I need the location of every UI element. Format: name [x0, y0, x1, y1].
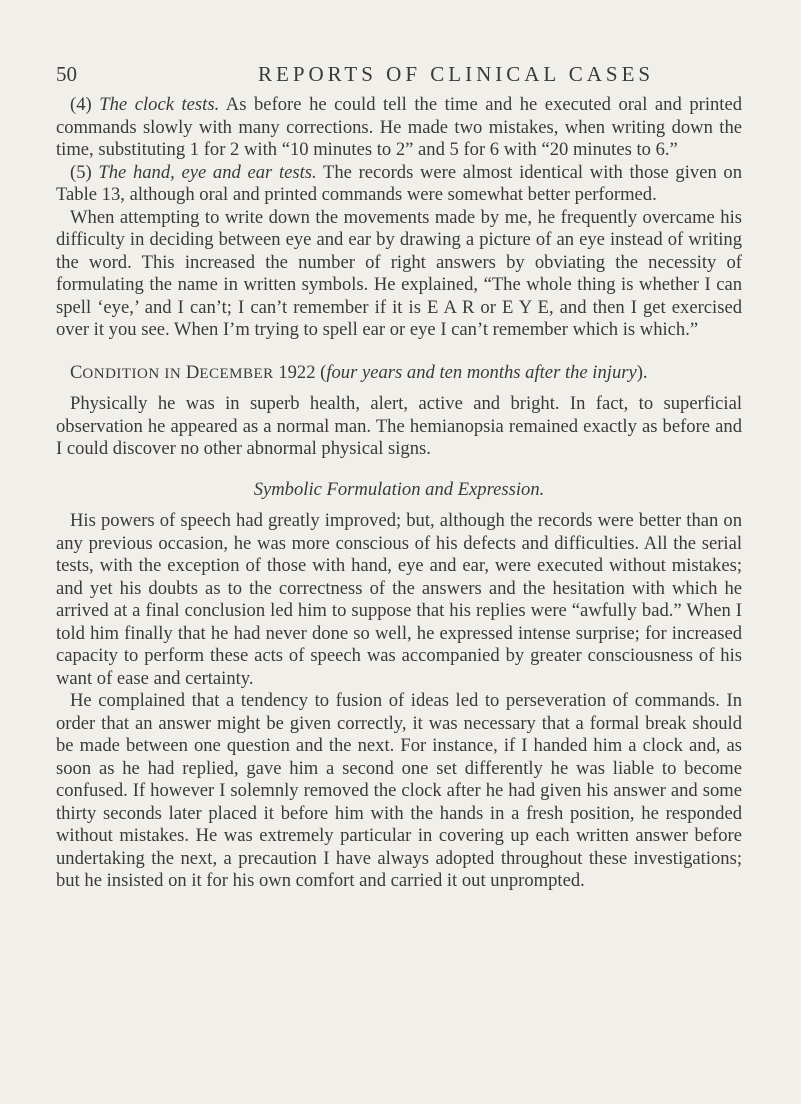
- paragraph-text: The records were almost identical with those given on Table 13, although oral and printed commands were somewhat better performed.: [56, 161, 743, 205]
- paragraph-powers-of-speech: His powers of speech had greatly improved; but, although the records were better than on any previous occasion, he was more conscious of his defects and difficulties. All the serial tests, with the exception of those with hand, eye and ear, were executed without mistakes; and yet his doubts as to the correctness of the answers and the hesitation with which he arrived at a final conclusion led him to suppose that his replies were “awfully bad.” When I told him finally that he had never done so well, he expressed intense surprise; for increased capacity to perform these acts of speech was accompanied by greater consciousness of his want of ease and certainty.: [56, 510, 742, 689]
- condition-note: four years and ten months after the injury: [326, 361, 637, 383]
- paragraph-number: (5): [70, 161, 92, 183]
- paragraph-number: (4): [70, 94, 92, 115]
- paragraph-hand-eye-ear-tests: [56, 162, 742, 207]
- paragraph-title: The clock tests.: [99, 94, 220, 115]
- body-text: [56, 94, 742, 893]
- paragraph-clock-tests: [56, 94, 742, 162]
- page-number: 50: [56, 62, 77, 86]
- subheading-symbolic-formulation: Symbolic Formulation and Expression.: [253, 478, 545, 500]
- paragraph-perseveration: He complained that a tendency to fusion of ideas led to perseveration of commands. In order that an answer might be given correctly, it was necessary that a formal break should be made between one question and the next. For instance, if I handed him a clock and, as soon as he had replied, gave him a second one set differently he was liable to become confused. If however I solemnly removed the clock after he had given his answer and some thirty seconds later placed it before him with the hands in a fresh position, he responded without mistakes. He was extremely particular in covering up each written answer before undertaking the next, a precaution I have always adopted throughout these investigations; but he insisted on it for his own comfort and carried it out unprompted.: [56, 690, 742, 891]
- paragraph-eye-ear-drawing: When attempting to write down the movements made by me, he frequently overcame his difficulty in deciding between eye and ear by drawing a picture of an eye instead of writing the word. This increased the number of right answers by obviating the necessity of formulating the name in written symbols. He explained, “The whole thing is whether I can spell ‘eye,’ and I can’t; I can’t remember if it is E A R or E Y E, and then I get exercised over it you see. When I’m trying to spell ear or eye I can’t remember which is which.”: [56, 206, 742, 340]
- paragraph-title: The hand, eye and ear tests.: [98, 161, 317, 183]
- running-head: [56, 62, 742, 92]
- section-heading-condition: CONDITION IN DECEMBER 1922 (four years and ten months after the injury).: [70, 361, 648, 383]
- paragraph-physical-condition: Physically he was in superb health, alert, active and bright. In fact, to superficial observation he appeared as a normal man. The hemianopsia remained exactly as before and I could discover no other abnormal physical signs.: [56, 393, 742, 459]
- paragraph-text: As before he could tell the time and he executed oral and printed commands slowly with many corrections. He made two mistakes, when writing down the time, substituting 1 for 2 with “10 minutes to 2” and 5 for 6 with “20 minutes to 6.”: [56, 94, 743, 160]
- running-title: REPORTS OF CLINICAL CASES: [258, 62, 655, 86]
- book-page: [56, 62, 742, 893]
